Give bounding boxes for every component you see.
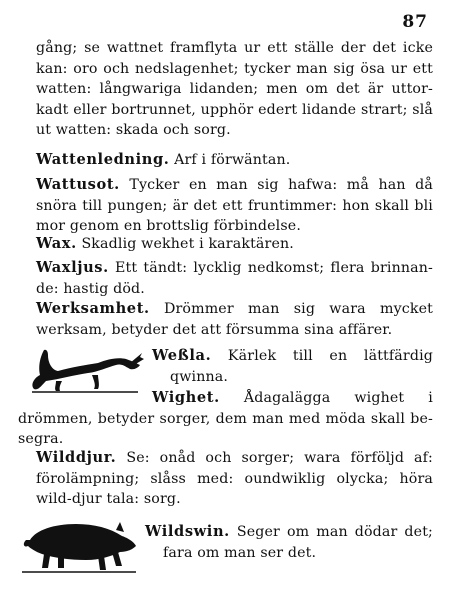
entry-text: Ett tändt: lycklig nedkomst; flera brinnan-de: hastig död.: [36, 260, 433, 297]
intro-paragraph: [18, 38, 433, 141]
entry-text: Skadlig wekhet i karaktären.: [81, 236, 294, 252]
entry-wighet: [18, 388, 433, 450]
headword: Werksamhet.: [36, 300, 150, 317]
entry-wattusot: [18, 175, 433, 237]
entry-wildswin: [145, 522, 433, 563]
headword: Wighet.: [152, 389, 220, 406]
headword: Waxljus.: [36, 259, 109, 276]
entry-text: Se: onåd och sorger; wara förföljd af: förolämpning; slåss med: oundwiklig olycka; höra wild-djur tala: sorg.: [36, 450, 433, 507]
entry-text: Kärlek till en lättfärdig qwinna.: [170, 348, 433, 385]
entry-text: Ådagalägga wighet i drömmen, betyder sorger, dem man med möda skall be-segra.: [18, 390, 433, 447]
entry-wax: [18, 234, 433, 255]
page-number: 87: [402, 12, 428, 32]
headword: Wattenledning.: [36, 151, 170, 168]
intro-text: gång; se wattnet framflyta ur ett ställe der det icke kan: oro och nedslagenhet; tycker man sig ösa ur ett watten: långwariga lidanden; men om det är uttor-kadt eller bortrunnet, upphör edert lidande strart; slå ut watten: skada och sorg.: [36, 40, 433, 138]
weasel-icon: [32, 350, 144, 391]
entry-text: Arf i förwäntan.: [174, 152, 291, 168]
headword: Wattusot.: [36, 176, 120, 193]
headword: Weßla.: [152, 347, 212, 364]
headword: Wilddjur.: [36, 449, 117, 466]
entry-werksamhet: [18, 299, 433, 340]
headword: Wax.: [36, 235, 77, 252]
headword: Wildswin.: [145, 523, 230, 540]
boar-icon: [24, 522, 136, 570]
entry-text: Tycker en man sig hafwa: må han då snöra till pungen; är det ett fruntimmer: hon skall bli mor genom en brottslig förbindelse.: [36, 177, 433, 234]
entry-text: Seger om man dödar det; fara om man ser det.: [163, 524, 433, 561]
entry-text: Drömmer man sig wara mycket werksam, betyder det att försumma sina affärer.: [36, 301, 433, 338]
entry-wilddjur: [18, 448, 433, 510]
entry-wattenledning: [18, 150, 433, 171]
entry-wessla: [152, 346, 433, 387]
entry-waxljus: [18, 258, 433, 299]
boar-illustration: [20, 518, 138, 576]
